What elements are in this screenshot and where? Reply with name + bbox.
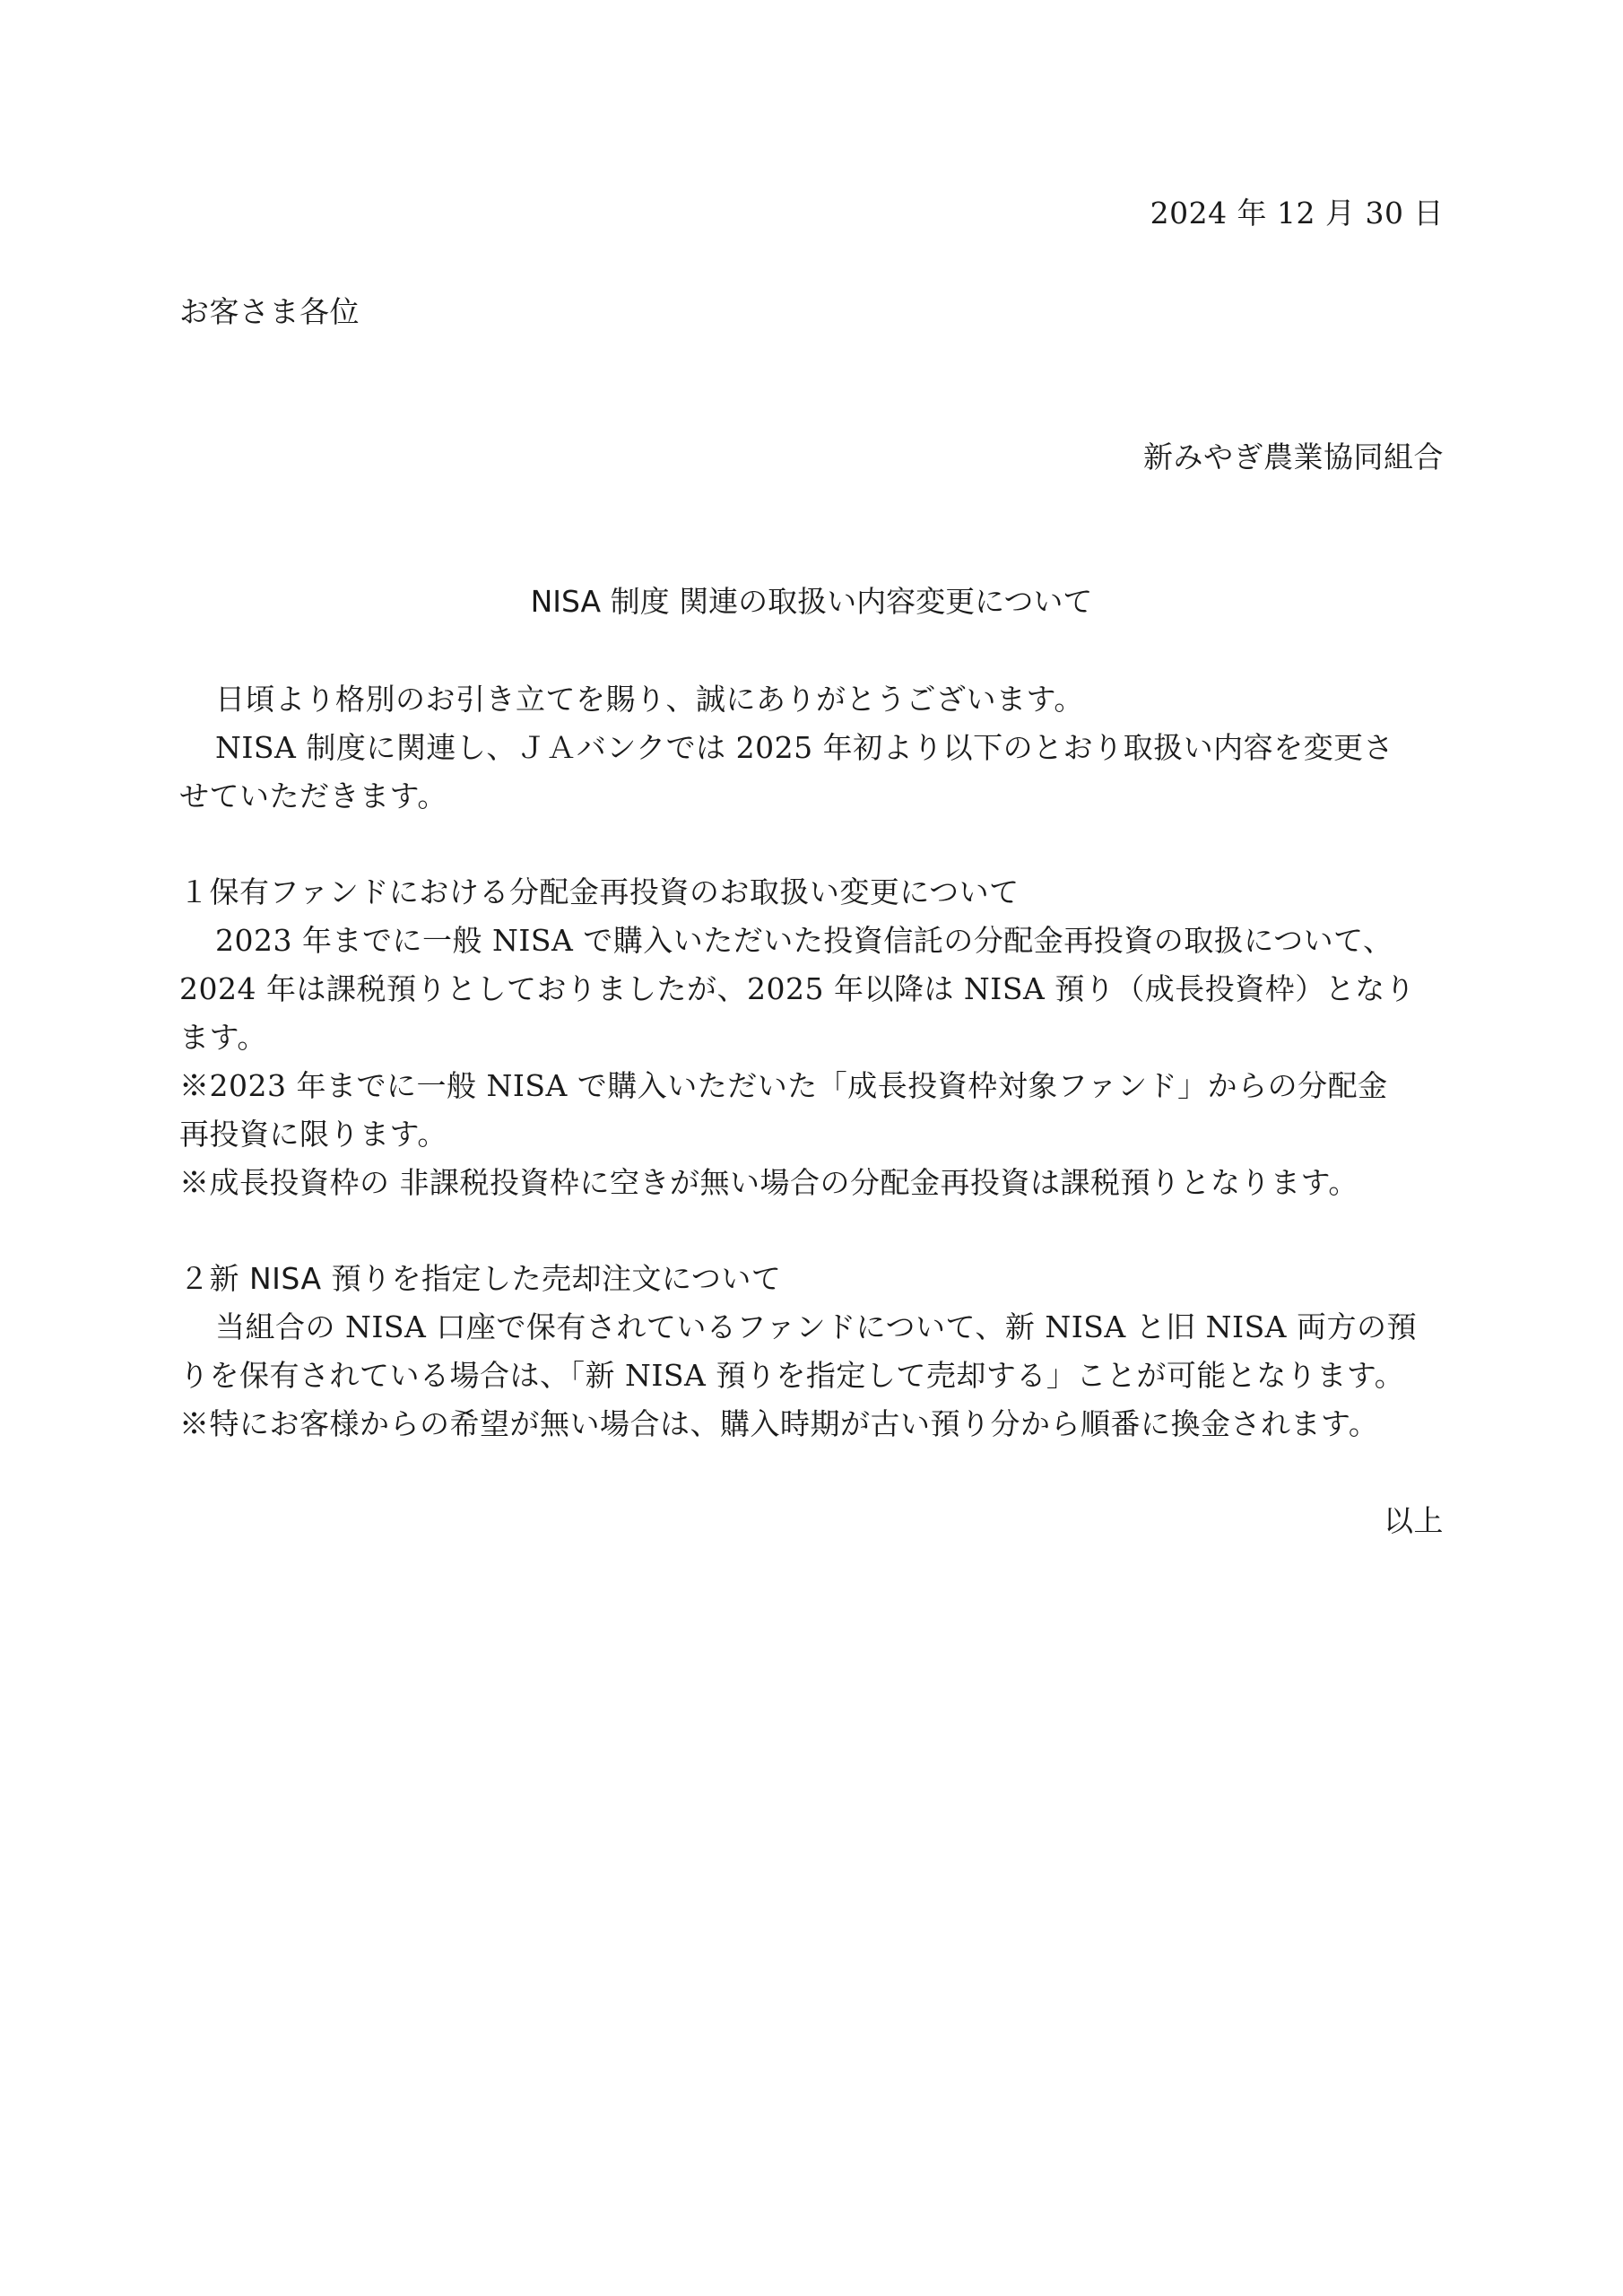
section-1-line-2: 2024 年は課税預りとしておりましたが、2025 年以降は NISA 預り（成長投資枠）となり	[179, 971, 1416, 1006]
section-2-heading: ２新 NISA 預りを指定した売却注文について	[179, 1261, 782, 1296]
section-2-note-1: ※特にお客様からの希望が無い場合は、購入時期が古い預り分から順番に換金されます。	[179, 1406, 1379, 1441]
addressee: お客さま各位	[179, 294, 360, 329]
section-1-note-1-line-2: 再投資に限ります。	[179, 1117, 447, 1152]
section-1-line-1: 2023 年までに一般 NISA で購入いただいた投資信託の分配金再投資の取扱について、	[215, 923, 1393, 958]
intro-line-1: 日頃より格別のお引き立てを賜り、誠にありがとうございます。	[215, 682, 1084, 717]
intro-line-2: NISA 制度に関連し、ＪＡバンクでは 2025 年初より以下のとおり取扱い内容を変更さ	[215, 730, 1394, 765]
document-date: 2024 年 12 月 30 日	[1150, 196, 1444, 230]
section-2-line-2: りを保有されている場合は、「新 NISA 預りを指定して売却する」ことが可能となります。	[179, 1358, 1405, 1393]
section-2-line-1: 当組合の NISA 口座で保有されているファンドについて、新 NISA と旧 NISA 両方の預	[215, 1309, 1418, 1344]
section-1-line-3: ます。	[179, 1020, 267, 1055]
section-1-note-2: ※成長投資枠の 非課税投資枠に空きが無い場合の分配金再投資は課税預りとなります。	[179, 1165, 1358, 1200]
section-1-note-1-line-1: ※2023 年までに一般 NISA で購入いただいた「成長投資枠対象ファンド」からの分配金	[179, 1068, 1388, 1103]
closing-mark: 以上	[1384, 1503, 1444, 1538]
section-1-heading: １保有ファンドにおける分配金再投資のお取扱い変更について	[179, 874, 1020, 909]
sender-organization: 新みやぎ農業協同組合	[1143, 439, 1444, 474]
intro-line-3: せていただきます。	[179, 778, 447, 813]
document-title: NISA 制度 関連の取扱い内容変更について	[530, 584, 1093, 619]
